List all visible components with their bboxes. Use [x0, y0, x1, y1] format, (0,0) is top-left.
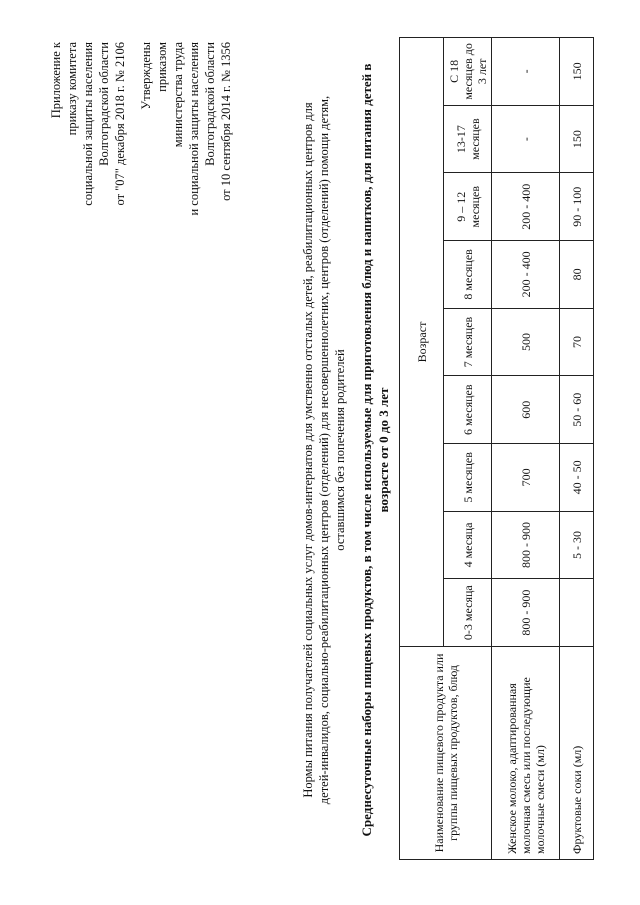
value-cell: 90 - 100: [560, 173, 594, 241]
norms-heading: [300, 40, 348, 860]
age-column-header: 4 месяца: [444, 511, 492, 579]
approved-line: Волгоградской области: [203, 42, 217, 166]
approved-line: и социальной защиты населения: [187, 42, 201, 216]
approved-line: приказом: [155, 42, 169, 92]
age-column-header: 5 месяцев: [444, 444, 492, 512]
approved-line: Утверждены: [139, 42, 153, 110]
title-line: возрасте от 0 до 3 лет: [376, 387, 391, 513]
age-column-header: 9 – 12 месяцев: [444, 173, 492, 241]
value-cell: 800 - 900: [492, 579, 560, 647]
approved-header: [138, 42, 234, 216]
appendix-header: [48, 42, 128, 206]
appendix-line: социальной защиты населения: [81, 42, 95, 206]
value-cell: 40 - 50: [560, 444, 594, 512]
value-cell: 150: [560, 105, 594, 173]
value-cell: -: [492, 38, 560, 106]
value-cell: 70: [560, 308, 594, 376]
age-column-header: 6 месяцев: [444, 376, 492, 444]
norms-line: Нормы питания получателей социальных услуг домов-интернатов для умственно отсталых детей, реабилитационных центров для: [301, 102, 315, 798]
product-name-cell: Фруктовые соки (мл): [560, 647, 594, 860]
product-name-header: Наименование пищевого продукта или группы пищевых продуктов, блюд: [400, 647, 492, 860]
age-column-header: 0-3 месяца: [444, 579, 492, 647]
nutrition-table: [399, 37, 594, 860]
product-name-cell: Женское молоко, адаптированная молочная смесь или последующие молочные смеси (мл): [492, 647, 560, 860]
title-line: Среднесуточные наборы пищевых продуктов, в том числе используемые для приготовления блюд и напитков, для питания детей в: [359, 63, 374, 837]
value-cell: 200 - 400: [492, 173, 560, 241]
age-column-header: 7 месяцев: [444, 308, 492, 376]
age-column-header: 8 месяцев: [444, 241, 492, 309]
value-cell: 150: [560, 38, 594, 106]
age-group-header: Возраст: [400, 38, 444, 647]
table-title: [358, 40, 392, 860]
value-cell: 800 - 900: [492, 511, 560, 579]
value-cell: 50 - 60: [560, 376, 594, 444]
norms-line: детей-инвалидов, социально-реабилитационных центров (отделений) для несовершеннолетних, центров (отделений) помощи детям,: [317, 95, 331, 805]
value-cell: 5 - 30: [560, 511, 594, 579]
approved-line: от 10 сентября 2014 г. № 1356: [219, 42, 233, 201]
age-column-header: 13-17 месяцев: [444, 105, 492, 173]
appendix-line: Приложение к: [49, 42, 63, 119]
norms-line: оставшимся без попечения родителей: [333, 349, 347, 551]
value-cell: 600: [492, 376, 560, 444]
appendix-line: приказу комитета: [65, 42, 79, 136]
appendix-line: от "07" декабря 2018 г. № 2106: [113, 42, 127, 206]
appendix-line: Волгоградской области: [97, 42, 111, 166]
table-row: [492, 38, 560, 860]
value-cell: 200 - 400: [492, 241, 560, 309]
age-column-header: С 18 месяцев до 3 лет: [444, 38, 492, 106]
value-cell: 500: [492, 308, 560, 376]
value-cell: [560, 579, 594, 647]
table-row: [560, 38, 594, 860]
value-cell: 80: [560, 241, 594, 309]
table-header-row: [400, 38, 444, 860]
value-cell: 700: [492, 444, 560, 512]
approved-line: министерства труда: [171, 42, 185, 148]
value-cell: -: [492, 105, 560, 173]
